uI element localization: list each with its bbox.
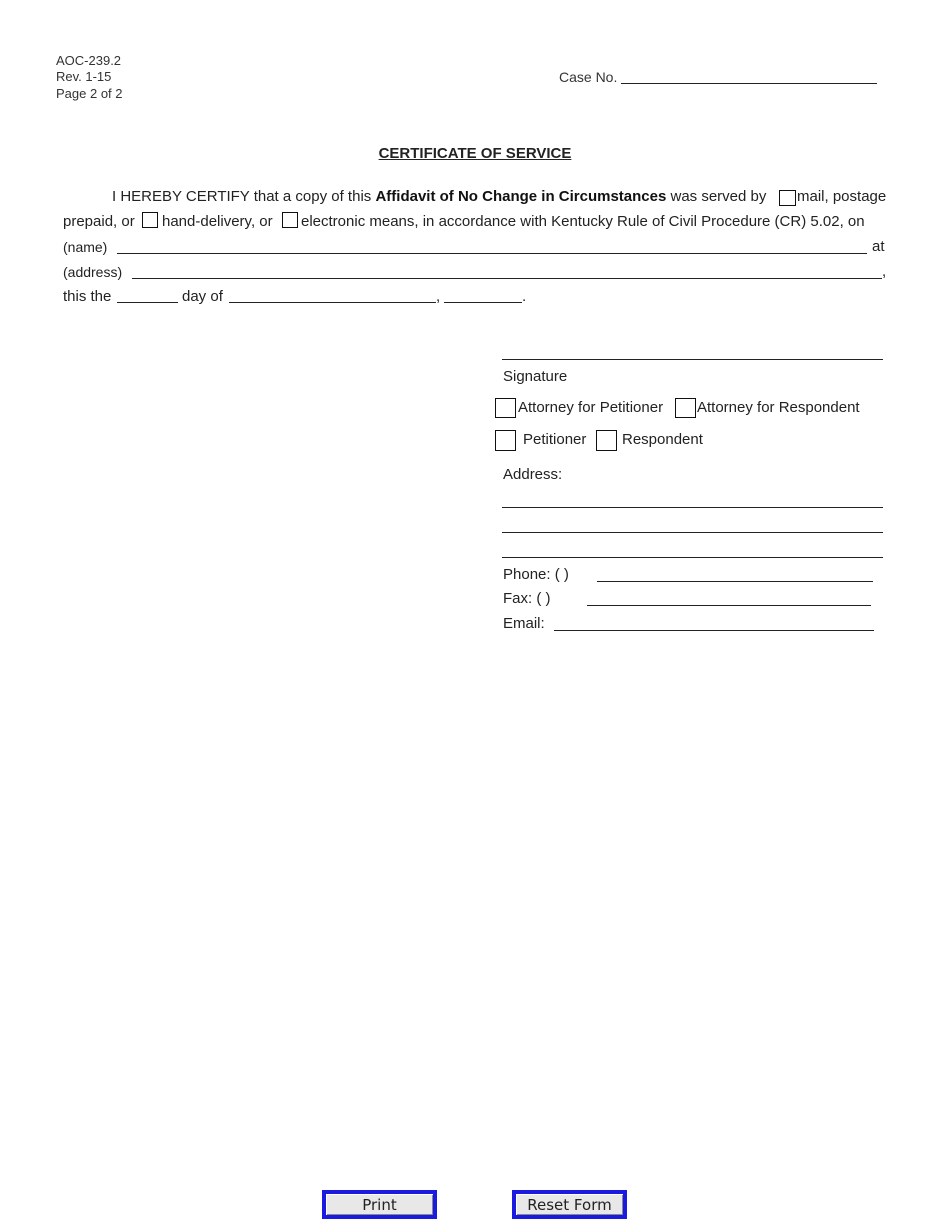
attorney-respondent-checkbox[interactable] — [675, 398, 696, 418]
at-label: at — [872, 238, 885, 255]
case-no-field[interactable] — [621, 83, 877, 84]
attorney-petitioner-label: Attorney for Petitioner — [518, 399, 664, 416]
attorney-respondent-label: Attorney for Respondent — [697, 399, 860, 416]
petitioner-checkbox[interactable] — [495, 430, 516, 451]
address-field[interactable] — [132, 278, 882, 279]
address-line-2[interactable] — [502, 532, 883, 533]
address-line-1[interactable] — [502, 507, 883, 508]
document-name: Affidavit of No Change in Circumstances — [375, 188, 667, 205]
prepaid-text: prepaid, or — [63, 213, 135, 230]
page-number: Page 2 of 2 — [56, 86, 123, 101]
fax-field[interactable] — [587, 605, 871, 606]
address-block-label: Address: — [503, 466, 563, 483]
served-by-text: was served by — [666, 188, 767, 205]
petitioner-label: Petitioner — [523, 431, 587, 448]
case-no-label: Case No. — [559, 69, 618, 85]
name-field[interactable] — [117, 253, 867, 254]
address-comma: , — [882, 263, 887, 280]
electronic-label: electronic means, in accordance with Kentucky Rule of Civil Procedure (CR) 5.02, on — [301, 213, 865, 230]
year-field[interactable] — [444, 302, 522, 303]
day-field[interactable] — [117, 302, 178, 303]
date-comma: , — [436, 288, 441, 305]
form-id: AOC-239.2 — [56, 53, 122, 68]
respondent-label: Respondent — [622, 431, 703, 448]
print-button[interactable]: Print — [322, 1190, 437, 1219]
reset-form-button[interactable]: Reset Form — [512, 1190, 627, 1219]
mail-option-label: mail, postage — [797, 188, 887, 205]
name-label: (name) — [63, 239, 108, 255]
certify-statement — [112, 188, 766, 205]
signature-label: Signature — [503, 368, 568, 385]
month-field[interactable] — [229, 302, 436, 303]
date-period: . — [522, 288, 527, 305]
address-label: (address) — [63, 264, 123, 280]
certificate-title: CERTIFICATE OF SERVICE — [378, 145, 572, 162]
respondent-checkbox[interactable] — [596, 430, 617, 451]
hand-delivery-label: hand-delivery, or — [162, 213, 273, 230]
this-the-text: this the — [63, 288, 112, 305]
phone-label: Phone: ( ) — [503, 566, 569, 583]
mail-checkbox[interactable] — [779, 190, 796, 206]
phone-field[interactable] — [597, 581, 873, 582]
signature-field[interactable] — [502, 359, 883, 360]
electronic-checkbox[interactable] — [282, 212, 298, 228]
address-line-3[interactable] — [502, 557, 883, 558]
form-revision: Rev. 1-15 — [56, 69, 112, 84]
email-label: Email: — [503, 615, 545, 632]
fax-label: Fax: ( ) — [503, 590, 551, 607]
certify-lead-text: I HEREBY CERTIFY that a copy of this — [112, 188, 376, 205]
email-field[interactable] — [554, 630, 874, 631]
attorney-petitioner-checkbox[interactable] — [495, 398, 516, 418]
hand-delivery-checkbox[interactable] — [142, 212, 158, 228]
day-of-text: day of — [182, 288, 223, 305]
